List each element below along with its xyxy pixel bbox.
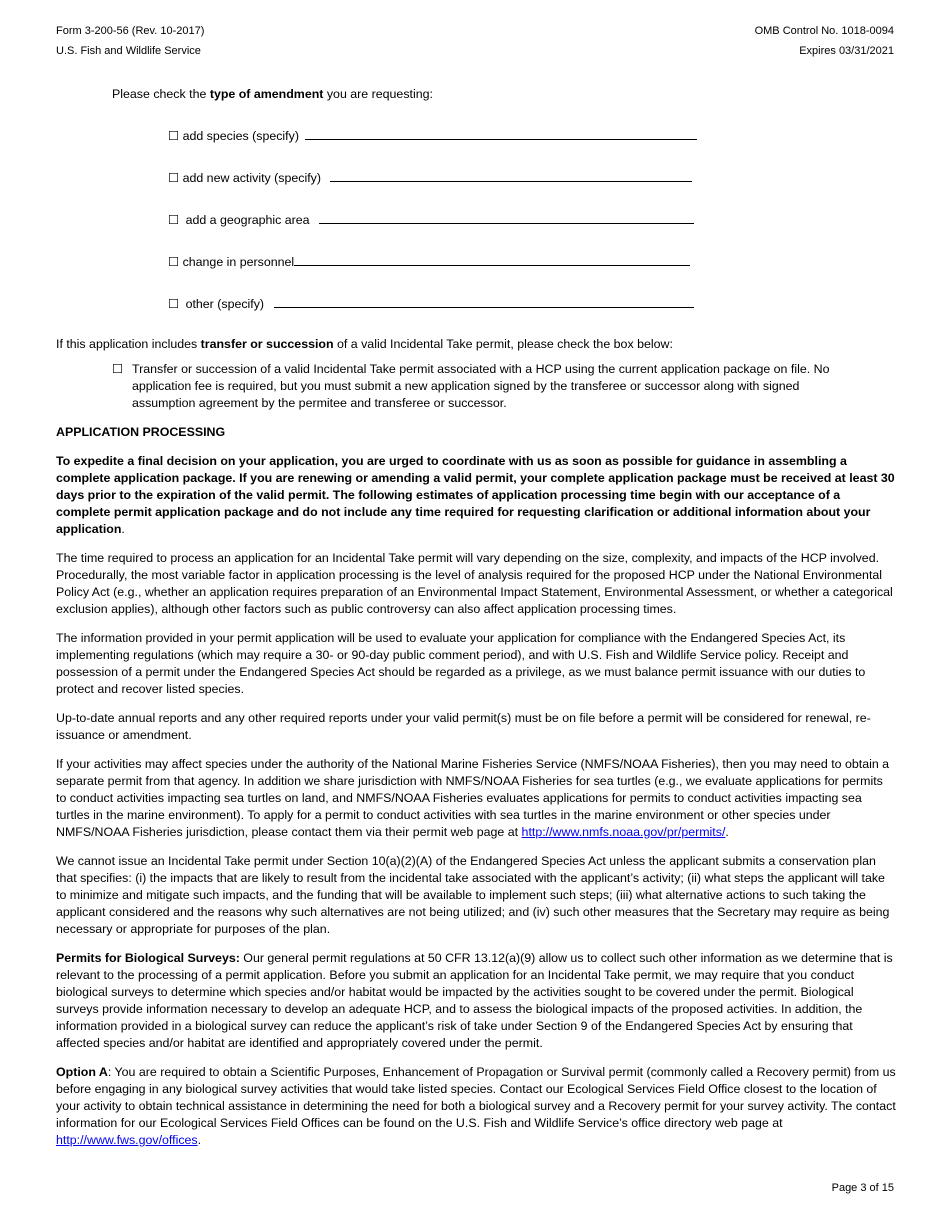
expiration-date: Expires 03/31/2021 [799, 45, 894, 57]
omb-control-number: OMB Control No. 1018-0094 [754, 25, 894, 37]
processing-paragraph-3: Up-to-date annual reports and any other required reports under your valid permit(s) must be on file before a permit will be considered for renewal, re-issuance or amendment. [56, 711, 871, 742]
checkbox-icon[interactable]: ☐ [168, 171, 180, 185]
form-header-right [755, 24, 894, 64]
amendment-intro: Please check the type of amendment you are requesting: [112, 87, 433, 101]
processing-notice: To expedite a final decision on your application, you are urged to coordinate with us as soon as possible for guidance in assembling a complete application package. If you are renewing or amending a valid permit, your complete application package must be received at least 30 days prior to the expiration of the valid permit. The following estimates of application processing time begin with our acceptance of a complete permit application package and do not include any time required for requesting clarification or additional information about your application. [56, 454, 895, 536]
checkbox-icon[interactable]: ☐ [168, 297, 180, 311]
biological-surveys-paragraph: Permits for Biological Surveys: Our general permit regulations at 50 CFR 13.12(a)(9) allow us to collect such other information as we determine that is relevant to the processing of a permit application. Before you submit an application for an Incidental Take permit, we may require that you conduct biological surveys to determine which species and/or habitat would be impacted by the activities sought to be covered under the permit. Biological surveys provide information necessary to develop an adequate HCP, and to assess the biological impacts of the proposed activities. In addition, the information provided in a biological survey can reduce the applicant’s risk of take under Section 9 of the Endangered Species Act by ensuring that affected species and/or habitat are identified and appropriately covered under the permit. [56, 951, 893, 1050]
processing-paragraph-2: The information provided in your permit application will be used to evaluate your application for compliance with the Endangered Species Act, its implementing regulations (which may require a 30- or 90-day public comment period), and with U.S. Fish and Wildlife Service policy. Receipt and possession of a permit under the Endangered Species Act should be regarded as a privilege, as we must balance permit issuance with our duties to protect and recover listed species. [56, 631, 866, 696]
processing-paragraph-4: If your activities may affect species under the authority of the National Marine Fisheries Service (NMFS/NOAA Fisheries), then you may need to obtain a separate permit from that agency. In addition we share jurisdiction with NMFS/NOAA Fisheries for sea turtles (e.g., we evaluate applications for permits to conduct activities impacting sea turtles on land, and NMFS/NOAA Fisheries evaluates applications for permits to conduct activities impacting sea turtles in the marine environment). To apply for a permit to conduct activities with sea turtles in the marine environment or other species under NMFS/NOAA Fisheries jurisdiction, please contact them via their permit web page at http://www.nmfs.noaa.gov/pr/permits/. [56, 757, 890, 839]
fws-offices-link[interactable]: http://www.fws.gov/offices [56, 1133, 198, 1147]
option-a-paragraph: Option A: You are required to obtain a Scientific Purposes, Enhancement of Propagation or Survival permit (commonly called a Recovery permit) from us before engaging in any biological survey activities that would take listed species. Contact our Ecological Services Field Office closest to the location of your activity to obtain technical assistance in determining the need for both a biological survey and a Recovery permit for your survey activity. The contact information for our Ecological Services Field Offices can be found on the U.S. Fish and Wildlife Service’s office directory web page at http://www.fws.gov/offices. [56, 1065, 896, 1147]
processing-paragraph-5: We cannot issue an Incidental Take permit under Section 10(a)(2)(A) of the Endangered Species Act unless the applicant submits a conservation plan that specifies: (i) the impacts that are likely to result from the incidental take associated with the applicant’s activity; (ii) what steps the applicant will take to minimize and mitigate such impacts, and the funding that will be available to implement such steps; (iii) what alternative actions to such taking the applicant considered and the reasons why such alternatives are not being utilized; and (iv) such other measures that the Secretary may require as being necessary or appropriate for purposes of the plan. [56, 854, 890, 936]
agency-name: U.S. Fish and Wildlife Service [56, 45, 201, 57]
option-label: add new activity (specify) [182, 171, 321, 185]
transfer-option-text: Transfer or succession of a valid Incidental Take permit associated with a HCP using the current application package on file. No application fee is required, but you must submit a new application signed by the transferee or successor along with signed assumption agreement by the permitee and transferee or successor. [132, 362, 830, 410]
amendment-option-other[interactable] [168, 294, 896, 336]
option-label: add a geographic area [185, 213, 310, 227]
form-number: Form 3-200-56 (Rev. 10-2017) [56, 25, 205, 37]
processing-paragraph-1: The time required to process an application for an Incidental Take permit will vary depending on the size, complexity, and impacts of the HCP involved. Procedurally, the most variable factor in application processing is the level of analysis required for the proposed HCP under the National Environmental Policy Act (e.g., whether an application requires preparation of an Environmental Impact Statement, Environmental Assessment, or whether a categorical exclusion applies), although other factors such as public controversy can also affect application processing times. [56, 551, 893, 616]
checkbox-icon[interactable]: ☐ [168, 213, 180, 227]
transfer-option[interactable] [112, 361, 896, 412]
specify-line[interactable] [294, 252, 690, 266]
option-label: add species (specify) [182, 129, 299, 143]
amendment-option-add-activity[interactable] [168, 168, 896, 210]
checkbox-icon[interactable]: ☐ [112, 362, 124, 376]
checkbox-icon[interactable]: ☐ [168, 129, 180, 143]
specify-line[interactable] [319, 210, 694, 224]
specify-line[interactable] [330, 168, 692, 182]
specify-line[interactable] [274, 294, 694, 308]
amendment-option-personnel[interactable] [168, 252, 896, 294]
section-title: APPLICATION PROCESSING [56, 425, 226, 439]
option-label: other (specify) [185, 297, 265, 311]
form-header-left [56, 24, 204, 64]
amendment-option-add-species[interactable] [168, 126, 896, 168]
page-number: Page 3 of 15 [831, 1182, 894, 1194]
transfer-question: If this application includes transfer or succession of a valid Incidental Take permit, please check the box below: [56, 337, 673, 351]
option-label: change in personnel [182, 255, 295, 269]
checkbox-icon[interactable]: ☐ [168, 255, 180, 269]
page-content [56, 86, 896, 1161]
specify-line[interactable] [305, 126, 697, 140]
nmfs-permits-link[interactable]: http://www.nmfs.noaa.gov/pr/permits/ [521, 825, 726, 839]
amendment-option-geographic-area[interactable] [168, 210, 896, 252]
